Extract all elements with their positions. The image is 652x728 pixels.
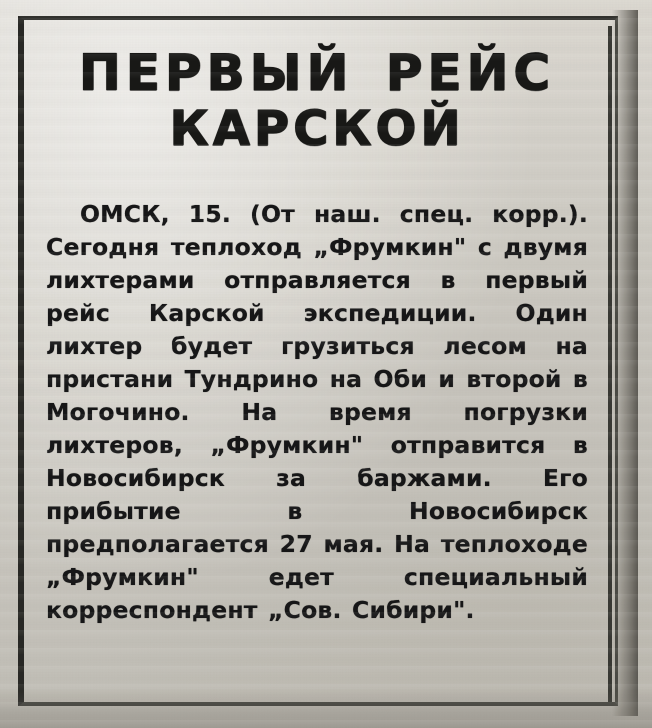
headline-line-2: КАРСКОЙ — [169, 101, 465, 157]
article — [46, 44, 588, 627]
article-dateline: ОМСК, 15. (От наш. спец. корр.). — [80, 199, 588, 228]
article-paragraph — [46, 198, 588, 627]
article-body — [46, 198, 588, 627]
headline-line-1: ПЕРВЫЙ РЕЙС — [78, 44, 556, 102]
article-headline — [46, 44, 588, 157]
article-body-text: Сегодня теплоход „Фрумкин" с двумя лихтерами отправляется в первый рейс Карской экспедиции. Один лихтер будет грузиться лесом на пристани Тундрино на Оби и второй в Могочино. На время погрузки лихтеров, „Фрумкин" отправится в Новосибирск за баржами. Его прибытие в Новосибирск предполагается 27 мая. На теплоходе „Фрумкин" едет специальный корреспондент „Сов. Сибири". — [46, 232, 588, 624]
